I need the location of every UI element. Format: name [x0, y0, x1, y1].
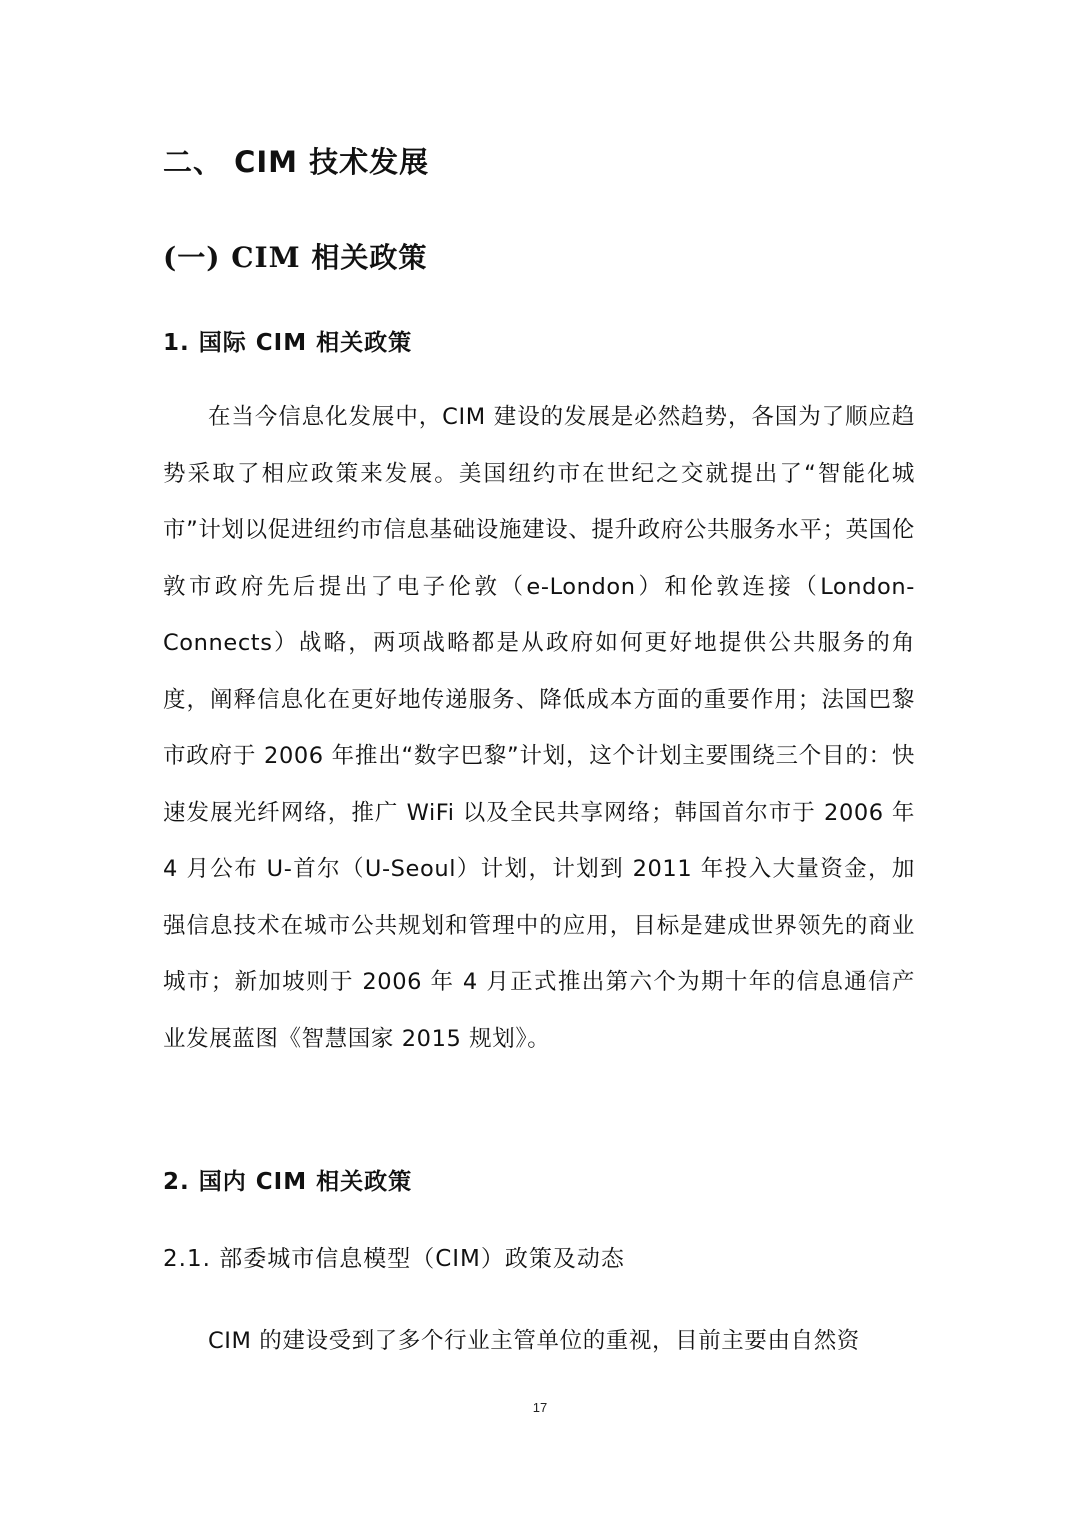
item1-heading: 1. 国际 CIM 相关政策: [163, 330, 413, 356]
item21-heading: 2.1. 部委城市信息模型（CIM）政策及动态: [163, 1246, 625, 1272]
item1-paragraph: 在当今信息化发展中，CIM 建设的发展是必然趋势，各国为了顺应趋势采取了相应政策来发展。美国纽约市在世纪之交就提出了“智能化城市”计划以促进纽约市信息基础设施建设、提升政府公共服务水平；英国伦敦市政府先后提出了电子伦敦（e-London）和伦敦连接（London-Connects）战略，两项战略都是从政府如何更好地提供公共服务的角度，阐释信息化在更好地传递服务、降低成本方面的重要作用；法国巴黎市政府于 2006 年推出“数字巴黎”计划，这个计划主要围绕三个目的：快速发展光纤网络，推广 WiFi 以及全民共享网络；韩国首尔市于 2006 年 4 月公布 U-首尔（U-Seoul）计划，计划到 2011 年投入大量资金，加强信息技术在城市公共规划和管理中的应用，目标是建成世界领先的商业城市；新加坡则于 2006 年 4 月正式推出第六个为期十年的信息通信产业发展蓝图《智慧国家 2015 规划》。: [163, 404, 915, 1052]
subsection-heading: (一) CIM 相关政策: [163, 241, 428, 274]
item2-heading: 2. 国内 CIM 相关政策: [163, 1169, 413, 1195]
item21-paragraph: CIM 的建设受到了多个行业主管单位的重视，目前主要由自然资: [208, 1328, 860, 1354]
section-heading: 二、 CIM 技术发展: [163, 145, 430, 179]
page-number: 17: [532, 1400, 548, 1415]
